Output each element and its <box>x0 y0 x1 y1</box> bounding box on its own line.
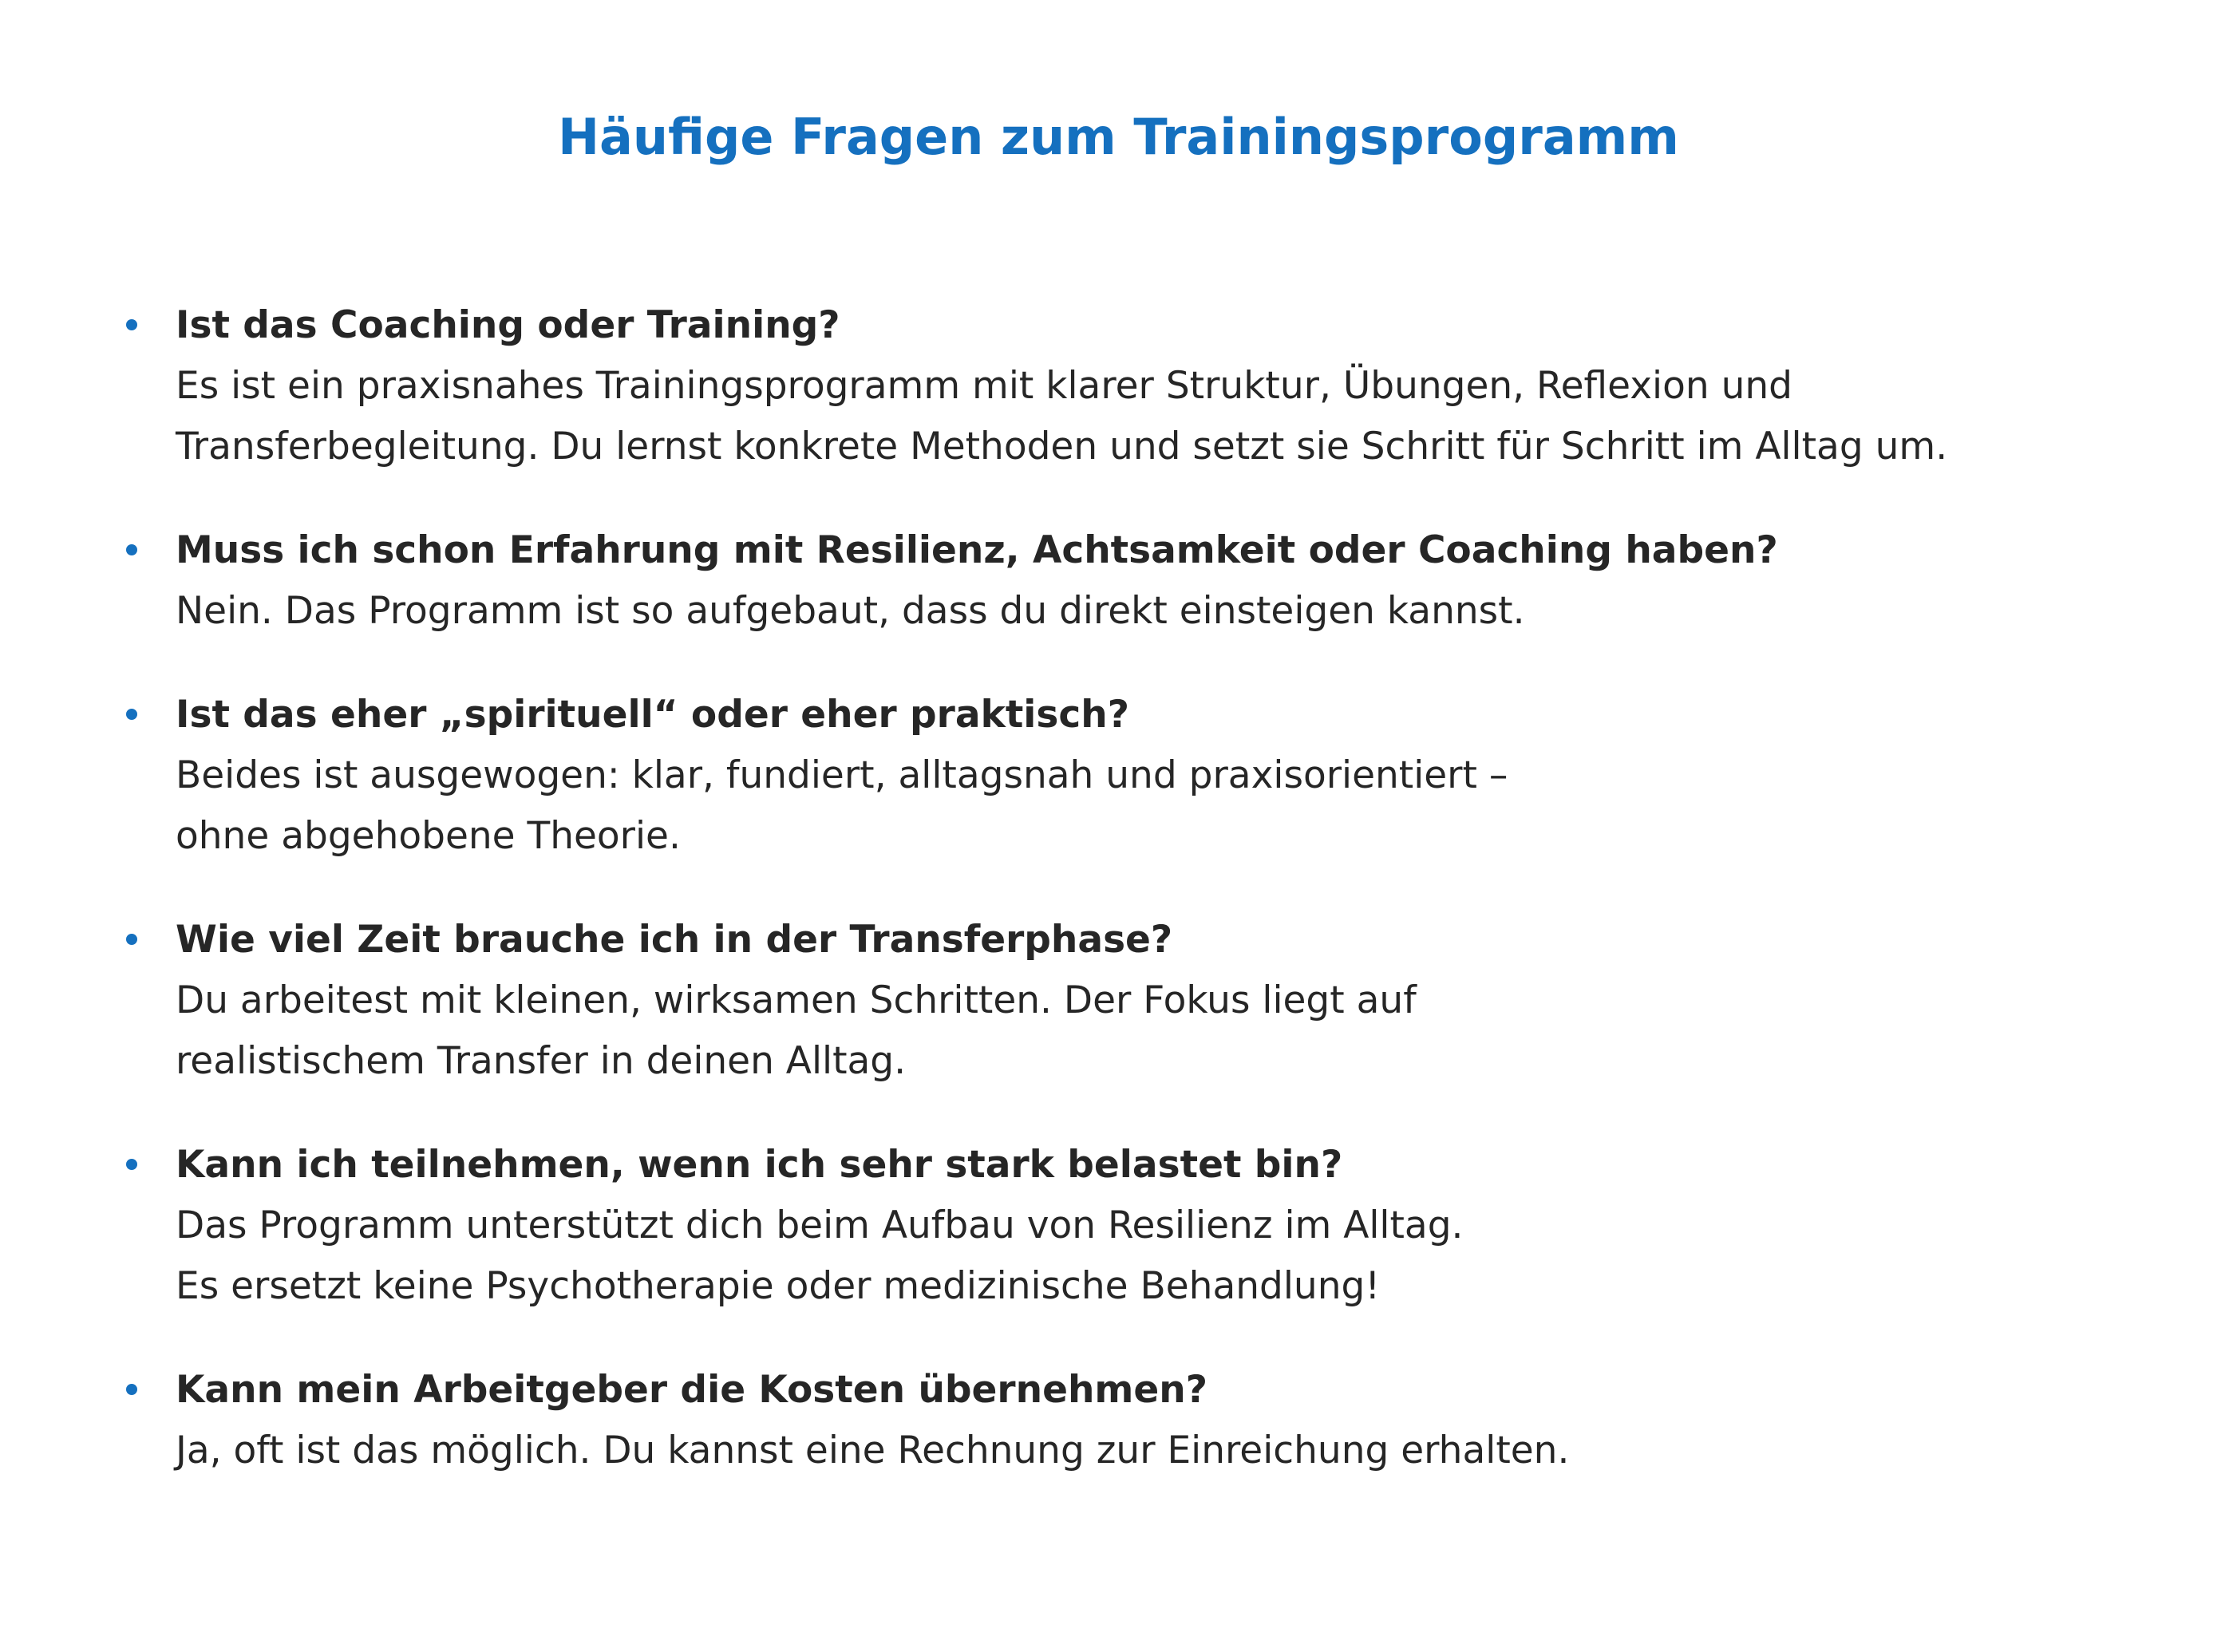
faq-list <box>176 295 2139 1524</box>
faq-answer-line: Das Programm unterstützt dich beim Aufbau von Resilienz im Alltag. <box>176 1203 1464 1247</box>
faq-question: Kann ich teilnehmen, wenn ich sehr stark belastet bin? <box>176 1143 1343 1187</box>
faq-question: Wie viel Zeit brauche ich in der Transferphase? <box>176 918 1173 962</box>
bullet-icon <box>126 709 137 720</box>
faq-answer-line: realistischem Transfer in deinen Alltag. <box>176 1039 907 1083</box>
faq-answer-line: Du arbeitest mit kleinen, wirksamen Schritten. Der Fokus liegt auf <box>176 978 1417 1022</box>
faq-answer-line: Ja, oft ist das möglich. Du kannst eine Rechnung zur Einreichung erhalten. <box>176 1429 1570 1472</box>
faq-answer-line: Es ist ein praxisnahes Trainingsprogramm mit klarer Struktur, Übungen, Reflexion und <box>176 364 1792 408</box>
faq-question: Ist das Coaching oder Training? <box>176 303 840 347</box>
faq-question: Ist das eher „spirituell“ oder eher praktisch? <box>176 693 1129 737</box>
faq-item <box>176 685 2139 867</box>
faq-answer-line: Es ersetzt keine Psychotherapie oder medizinische Behandlung! <box>176 1264 1381 1308</box>
bullet-icon <box>126 1384 137 1395</box>
faq-answer-line: Transferbegleitung. Du lernst konkrete Methoden und setzt sie Schritt für Schritt im Alltag um. <box>176 425 1948 468</box>
faq-question: Kann mein Arbeitgeber die Kosten übernehmen? <box>176 1368 1207 1412</box>
bullet-icon <box>126 319 137 330</box>
faq-answer-line: Nein. Das Programm ist so aufgebaut, dass du direkt einsteigen kannst. <box>176 589 1525 633</box>
faq-answer-line: Beides ist ausgewogen: klar, fundiert, alltagsnah und praxisorientiert – <box>176 753 1508 797</box>
faq-item <box>176 1135 2139 1317</box>
faq-item <box>176 910 2139 1092</box>
faq-question: Muss ich schon Erfahrung mit Resilienz, Achtsamkeit oder Coaching haben? <box>176 528 1778 572</box>
faq-item <box>176 1360 2139 1481</box>
bullet-icon <box>126 1159 137 1170</box>
faq-item <box>176 520 2139 642</box>
faq-item <box>176 295 2139 477</box>
bullet-icon <box>126 544 137 555</box>
bullet-icon <box>126 934 137 945</box>
faq-answer-line: ohne abgehobene Theorie. <box>176 814 681 858</box>
page-title: Häufige Fragen zum Trainingsprogramm <box>558 108 1679 166</box>
